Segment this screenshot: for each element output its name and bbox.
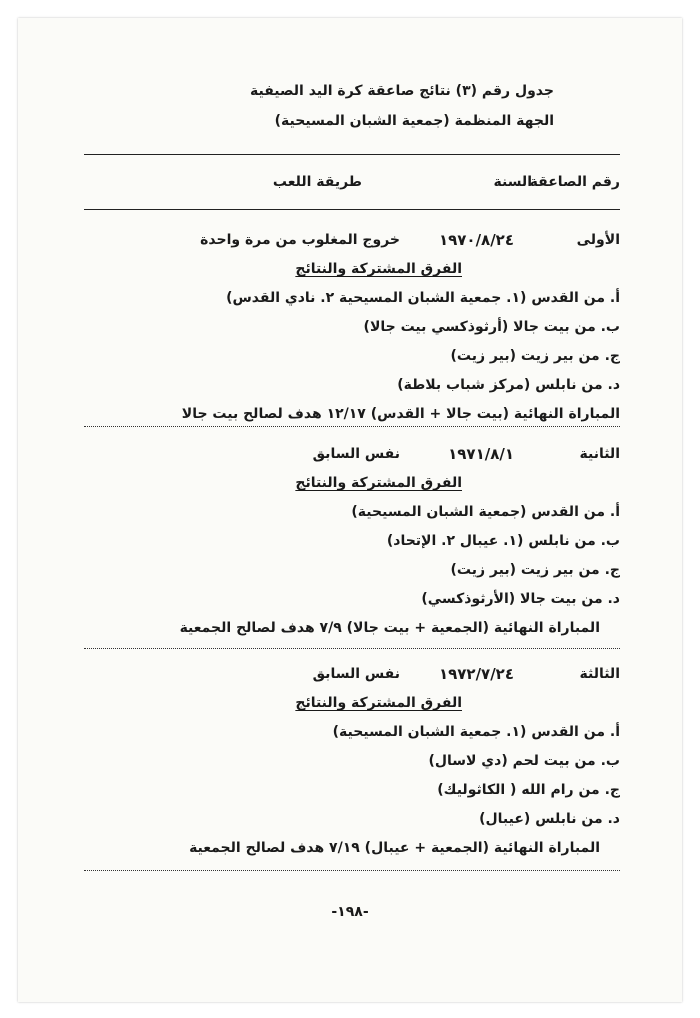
round-section-1: [84, 230, 620, 424]
organizer-line: الجهة المنظمة (جمعية الشبان المسيحية): [274, 113, 554, 129]
table-title: جدول رقم (٣) نتائج صاعقة كرة اليد الصيفية: [249, 83, 554, 99]
team-line: ج. من بير زيت (بير زيت): [450, 562, 620, 578]
team-line: أ. من القدس (١. جمعية الشبان المسيحية): [332, 724, 620, 740]
section-divider: [84, 426, 620, 427]
section-divider: [84, 648, 620, 649]
round-date: ١٩٧٠/٨/٢٤: [438, 231, 514, 249]
round-section-2: [84, 444, 620, 638]
section-divider: [84, 870, 620, 871]
round-name: الثانية: [579, 446, 620, 462]
team-line: د. من نابلس (عيبال): [479, 811, 620, 827]
final-result: المباراة النهائية (الجمعية + عيبال) ٧/١٩ هدف لصالح الجمعية: [189, 840, 600, 856]
team-line: د. من نابلس (مركز شباب بلاطة): [397, 377, 620, 393]
round-method: خروج المغلوب من مرة واحدة: [200, 232, 400, 248]
round-name: الثالثة: [579, 666, 620, 682]
column-headers: [84, 174, 620, 194]
team-line: ب. من بيت جالا (أرثوذكسي بيت جالا): [363, 319, 620, 335]
round-date: ١٩٧٢/٧/٢٤: [438, 665, 514, 683]
round-section-3: [84, 664, 620, 858]
team-line: د. من بيت جالا (الأرثوذكسي): [421, 591, 620, 607]
teams-title: الفرق المشتركة والنتائج: [295, 695, 462, 711]
round-name: الأولى: [576, 232, 620, 248]
round-heading: [84, 664, 620, 684]
header-rule: [84, 209, 620, 210]
round-heading: [84, 444, 620, 464]
document-page: [18, 18, 682, 1002]
column-method: طريقة اللعب: [272, 174, 362, 190]
team-line: ج. من رام الله ( الكاثوليك): [437, 782, 620, 798]
round-method: نفس السابق: [312, 666, 400, 682]
column-year: السنة: [493, 174, 532, 190]
top-rule: [84, 154, 620, 155]
round-date: ١٩٧١/٨/١: [448, 445, 514, 463]
team-line: أ. من القدس (جمعية الشبان المسيحية): [351, 504, 620, 520]
team-line: ب. من نابلس (١. عيبال ٢. الإتحاد): [386, 533, 620, 549]
column-round: رقم الصاعقة: [529, 174, 620, 190]
team-line: أ. من القدس (١. جمعية الشبان المسيحية ٢. نادي القدس): [226, 290, 620, 306]
final-result: المباراة النهائية (الجمعية + بيت جالا) ٧/٩ هدف لصالح الجمعية: [179, 620, 600, 636]
teams-title: الفرق المشتركة والنتائج: [295, 261, 462, 277]
teams-title: الفرق المشتركة والنتائج: [295, 475, 462, 491]
team-line: ج. من بير زيت (بير زيت): [450, 348, 620, 364]
round-heading: [84, 230, 620, 250]
final-result: المباراة النهائية (بيت جالا + القدس) ١٢/١٧ هدف لصالح بيت جالا: [181, 406, 620, 422]
page-number: -١٩٨-: [331, 904, 369, 920]
team-line: ب. من بيت لحم (دي لاسال): [428, 753, 620, 769]
round-method: نفس السابق: [312, 446, 400, 462]
